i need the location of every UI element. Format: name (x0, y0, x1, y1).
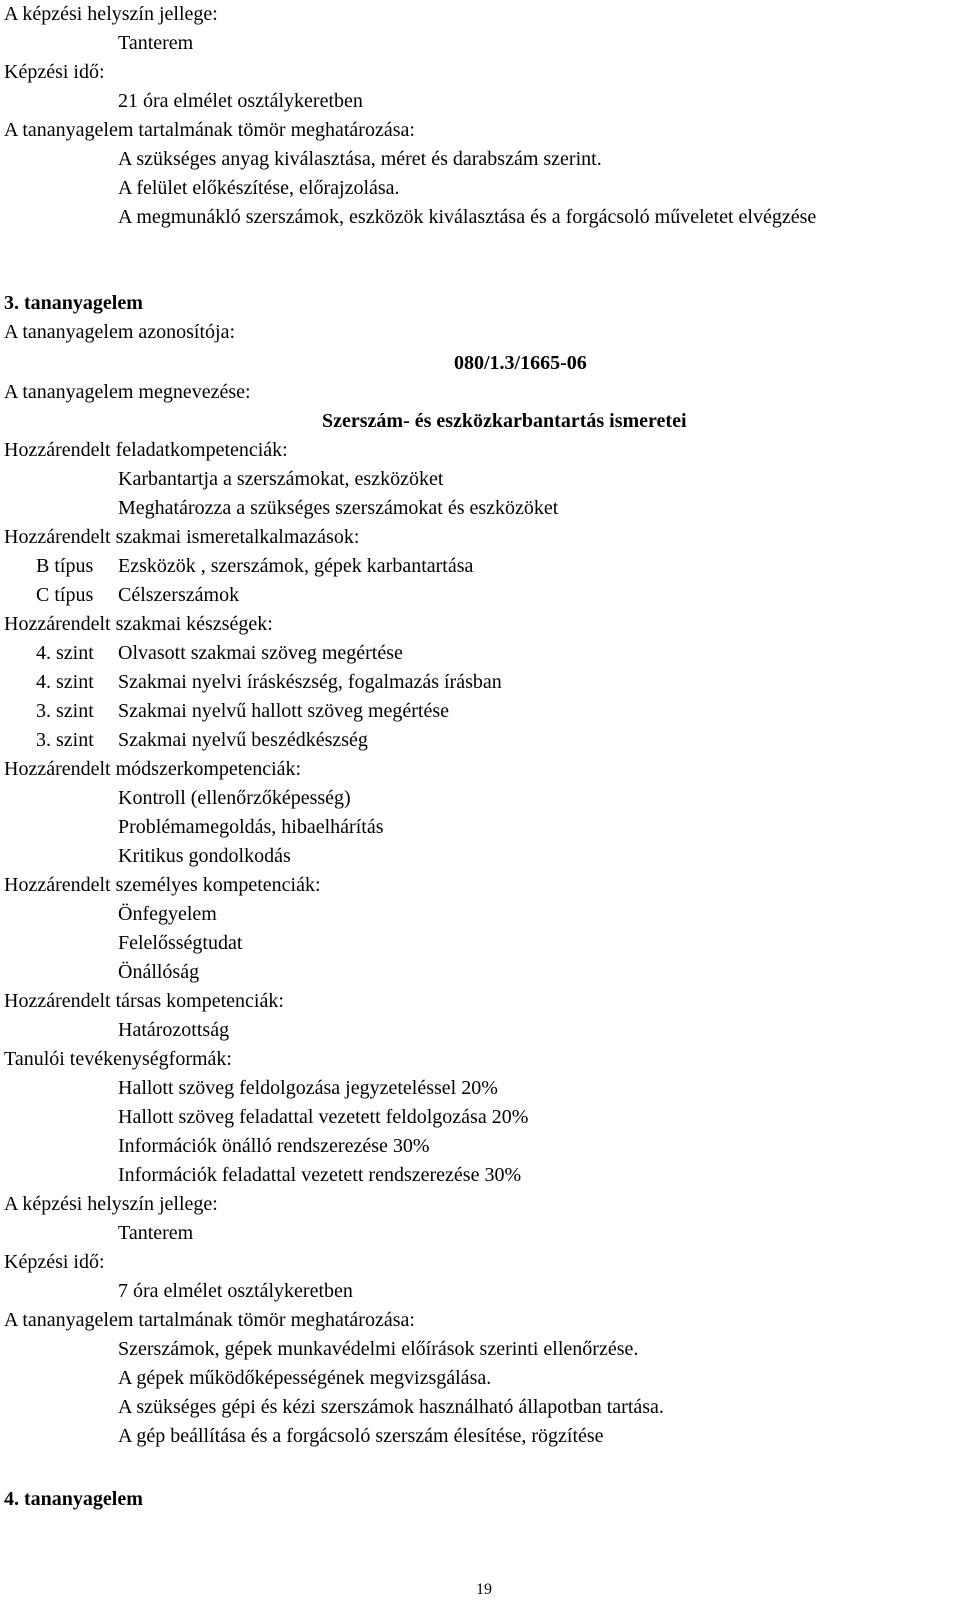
activity-item: Hallott szöveg feldolgozása jegyzeteléssel 20% (118, 1077, 498, 1099)
task-item: Meghatározza a szükséges szerszámokat és eszközöket (118, 497, 559, 519)
activity-item: Információk feladattal vezetett rendszerezése 30% (118, 1164, 522, 1186)
content-summary-label: A tananyagelem tartalmának tömör meghatározása: (4, 1309, 415, 1331)
method-item: Kritikus gondolkodás (118, 845, 291, 867)
knowledge-text: Ezsközök , szerszámok, gépek karbantartása (118, 555, 474, 577)
personal-competencies-label: Hozzárendelt személyes kompetenciák: (4, 874, 321, 896)
task-competencies-label: Hozzárendelt feladatkompetenciák: (4, 439, 288, 461)
social-competencies-label: Hozzárendelt társas kompetenciák: (4, 990, 284, 1012)
skill-level: 3. szint (36, 700, 94, 722)
activity-item: Információk önálló rendszerezése 30% (118, 1135, 430, 1157)
location-type-label: A képzési helyszín jellege: (4, 3, 218, 25)
location-type-value: Tanterem (118, 1222, 194, 1244)
element-name-value: Szerszám- és eszközkarbantartás ismeretei (322, 410, 687, 432)
section-heading-3: 3. tananyagelem (4, 292, 143, 314)
skill-text: Olvasott szakmai szöveg megértése (118, 642, 403, 664)
personal-item: Önállóság (118, 961, 200, 983)
content-item: A gépek működőképességének megvizsgálása. (118, 1367, 492, 1389)
content-item: A szükséges gépi és kézi szerszámok használható állapotban tartása. (118, 1396, 664, 1418)
personal-item: Felelősségtudat (118, 932, 243, 954)
training-time-label: Képzési idő: (4, 61, 105, 83)
skill-level: 3. szint (36, 729, 94, 751)
method-item: Kontroll (ellenőrzőképesség) (118, 787, 351, 809)
skill-text: Szakmai nyelvű beszédkészség (118, 729, 368, 751)
skill-level: 4. szint (36, 671, 94, 693)
knowledge-code: B típus (36, 555, 94, 577)
section-heading-4: 4. tananyagelem (4, 1488, 143, 1510)
training-time-value: 7 óra elmélet osztálykeretben (118, 1280, 353, 1302)
content-item: Szerszámok, gépek munkavédelmi előírások szerinti ellenőrzése. (118, 1338, 639, 1360)
knowledge-text: Célszerszámok (118, 584, 240, 606)
content-item: A gép beállítása és a forgácsoló szerszám élesítése, rögzítése (118, 1425, 604, 1447)
personal-item: Önfegyelem (118, 903, 217, 925)
element-name-label: A tananyagelem megnevezése: (4, 381, 251, 403)
task-item: Karbantartja a szerszámokat, eszközöket (118, 468, 444, 490)
skill-level: 4. szint (36, 642, 94, 664)
location-type-value: Tanterem (118, 32, 194, 54)
training-time-value: 21 óra elmélet osztálykeretben (118, 90, 363, 112)
social-item: Határozottság (118, 1019, 230, 1041)
knowledge-code: C típus (36, 584, 94, 606)
skills-label: Hozzárendelt szakmai készségek: (4, 613, 273, 635)
content-item: A szükséges anyag kiválasztása, méret és darabszám szerint. (118, 148, 602, 170)
skill-text: Szakmai nyelvű hallott szöveg megértése (118, 700, 450, 722)
location-type-label: A képzési helyszín jellege: (4, 1193, 218, 1215)
element-id-value: 080/1.3/1665-06 (454, 352, 587, 374)
content-summary-label: A tananyagelem tartalmának tömör meghatározása: (4, 119, 415, 141)
method-item: Problémamegoldás, hibaelhárítás (118, 816, 384, 838)
element-id-label: A tananyagelem azonosítója: (4, 321, 236, 343)
activity-item: Hallott szöveg feladattal vezetett feldolgozása 20% (118, 1106, 529, 1128)
activity-forms-label: Tanulói tevékenységformák: (4, 1048, 232, 1070)
method-competencies-label: Hozzárendelt módszerkompetenciák: (4, 758, 302, 780)
content-item: A felület előkészítése, előrajzolása. (118, 177, 400, 199)
training-time-label: Képzési idő: (4, 1251, 105, 1273)
knowledge-label: Hozzárendelt szakmai ismeretalkalmazások: (4, 526, 360, 548)
content-item: A megmunákló szerszámok, eszközök kiválasztása és a forgácsoló műveletet elvégzése (118, 206, 817, 228)
page-number: 19 (476, 1581, 492, 1598)
skill-text: Szakmai nyelvi íráskészség, fogalmazás írásban (118, 671, 502, 693)
